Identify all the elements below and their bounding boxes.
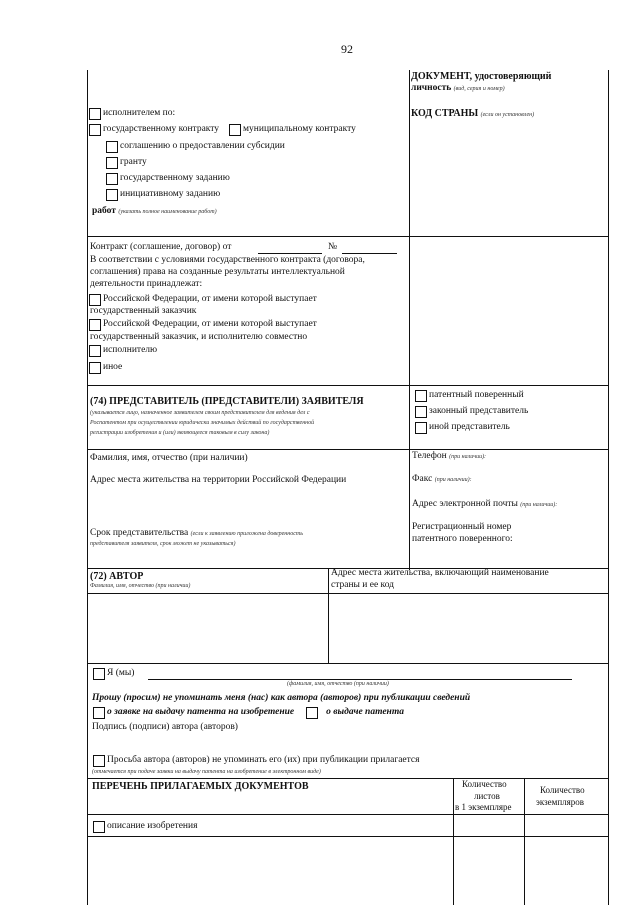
attached-row (93, 755, 420, 767)
patent-attorney-row (415, 390, 524, 402)
country-code-note: (если он установлен) (480, 112, 535, 118)
other-rep-checkbox[interactable] (415, 422, 427, 434)
contract-date-field[interactable] (258, 253, 322, 254)
executor-label: исполнителем по: (103, 108, 176, 119)
contract-date-label: Контракт (соглашение, договор) от (90, 242, 232, 252)
column-divider-author (328, 568, 329, 663)
rf2-label: Российской Федерации, от имени которой выступает (103, 319, 317, 330)
representative-note-3: регистрации изобретения и (или) являющееся таковым в силу закона) (90, 430, 270, 436)
identity-label: личность (411, 83, 452, 93)
gov-task-label: государственному заданию (120, 173, 230, 184)
contract-text-1: В соответствии с условиями государственного контракта (договора, (90, 255, 365, 265)
docs-title: ПЕРЕЧЕНЬ ПРИЛАГАЕМЫХ ДОКУМЕНТОВ (92, 781, 309, 792)
author-address-2: страны и ее код (331, 580, 395, 590)
rf1-checkbox[interactable] (89, 294, 101, 306)
author-name-note: Фамилия, имя, отчество (при наличии) (90, 583, 191, 589)
phone-note: (при наличии): (449, 454, 487, 460)
divider-docs-top (87, 778, 609, 779)
docs-col-divider-2 (524, 778, 525, 905)
other-rep-label: иной представитель (429, 422, 510, 433)
contract-text-3: деятельности принадлежат: (90, 279, 203, 289)
fax-label: Факс (412, 474, 433, 484)
contract-text-2: соглашения) права на созданные результаты интеллектуальной (90, 267, 345, 277)
gov-task-checkbox[interactable] (106, 173, 118, 185)
rf2-label-cont: государственный заказчик, и исполнителю совместно (90, 332, 308, 342)
representative-note-2: Роспатентом при осуществлении юридически значимых действий по государственной (90, 420, 315, 426)
page-number: 92 (341, 42, 353, 56)
publication-options-row (93, 707, 404, 719)
to-executor-checkbox[interactable] (89, 345, 101, 357)
col-sheets-1: Количество (462, 779, 507, 789)
executor-checkbox[interactable] (89, 108, 101, 120)
column-divider-top (409, 70, 410, 570)
rep-term-label: Срок представительства (90, 528, 189, 538)
rf1-row (89, 294, 317, 306)
phone-line (412, 451, 486, 463)
grant-label: гранту (120, 157, 147, 168)
contract-number-sign: № (328, 242, 338, 252)
gov-contract-checkbox[interactable] (89, 124, 101, 136)
table-border-left (87, 70, 88, 905)
docs-row-description (93, 821, 197, 833)
author-title: (72) АВТОР (90, 571, 144, 582)
phone-label: Телефон (412, 451, 447, 461)
grant-checkbox[interactable] (106, 157, 118, 169)
docs-col-divider-1 (453, 778, 454, 905)
municipal-contract-label: муниципальному контракту (243, 124, 356, 135)
other-label: иное (103, 362, 123, 373)
rep-term-note-2: представителя заявителя, срок может не указываться) (90, 541, 236, 547)
divider-top-section (87, 236, 609, 237)
divider-author-header (87, 593, 609, 594)
docs-row-1-bottom (87, 836, 609, 837)
signature-label: Подпись (подписи) автора (авторов) (92, 722, 238, 732)
rep-address-label: Адрес места жительства на территории Российской Федерации (90, 475, 347, 485)
table-border-right (608, 70, 609, 905)
we-label: Я (мы) (107, 668, 135, 679)
municipal-contract-checkbox[interactable] (229, 124, 241, 136)
legal-rep-row (415, 406, 528, 418)
ask-text: Прошу (просим) не упоминать меня (нас) как автора (авторов) при публикации сведений (92, 693, 471, 703)
subsidy-row (106, 141, 285, 153)
identity-note: (вид, серия и номер) (453, 86, 505, 92)
gov-contract-label: государственному контракту (103, 124, 220, 135)
subsidy-label: соглашению о предоставлении субсидии (120, 141, 285, 152)
divider-author-section (87, 663, 609, 664)
identity-line (411, 83, 505, 95)
works-note: (указать полное наименование работ) (118, 209, 217, 215)
about-patent-checkbox[interactable] (306, 707, 318, 719)
gov-task-row (106, 173, 230, 185)
initiative-task-row (106, 189, 220, 201)
grant-row (106, 157, 147, 169)
works-line (92, 206, 217, 218)
patent-attorney-label: патентный поверенный (429, 390, 524, 401)
initiative-task-checkbox[interactable] (106, 189, 118, 201)
rep-term-line (90, 528, 303, 540)
attached-note: (отмечается при подаче заявки на выдачу патента на изобретение в электронном виде) (92, 769, 321, 775)
docs-header-bottom (87, 814, 609, 815)
col-copies-1: Количество (540, 785, 585, 795)
fax-note: (при наличии): (434, 477, 472, 483)
contract-type-row (89, 124, 356, 136)
country-code-label: КОД СТРАНЫ (411, 108, 479, 119)
reg-number-label-1: Регистрационный номер (412, 522, 512, 532)
legal-rep-checkbox[interactable] (415, 406, 427, 418)
about-application-label: о заявке на выдачу патента на изобретение (107, 707, 295, 718)
about-patent-label: о выдаче патента (326, 707, 404, 718)
reg-number-label-2: патентного поверенного: (412, 534, 513, 544)
description-checkbox[interactable] (93, 821, 105, 833)
works-label: работ (92, 206, 116, 216)
patent-attorney-checkbox[interactable] (415, 390, 427, 402)
legal-rep-label: законный представитель (429, 406, 529, 417)
document-id-label: ДОКУМЕНТ, удостоверяющий (411, 71, 552, 82)
executor-row (89, 108, 175, 120)
other-checkbox[interactable] (89, 362, 101, 374)
contract-number-field[interactable] (342, 253, 397, 254)
we-row (93, 668, 134, 680)
author-address-1: Адрес места жительства, включающий наименование (331, 568, 549, 578)
fax-line (412, 474, 472, 486)
to-executor-label: исполнителю (103, 345, 158, 356)
country-code-line (411, 108, 534, 121)
divider-contract-section (87, 385, 609, 386)
rf1-label-cont: государственный заказчик (90, 306, 197, 316)
description-label: описание изобретения (107, 821, 198, 832)
other-rep-row (415, 422, 510, 434)
attached-label: Просьба автора (авторов) не упоминать его (их) при публикации прилагается (107, 755, 420, 766)
col-sheets-2: листов (474, 791, 500, 801)
about-application-checkbox[interactable] (93, 707, 105, 719)
col-sheets-3: в 1 экземпляре (455, 802, 512, 812)
to-executor-row (89, 345, 157, 357)
representative-note-1: (указывается лицо, назначенное заявителем своим представителем для ведения дел с (90, 410, 310, 416)
email-note: (при наличии): (520, 502, 558, 508)
email-line (412, 499, 557, 511)
rf2-row (89, 319, 317, 331)
fio-field[interactable] (148, 679, 572, 680)
rf2-checkbox[interactable] (89, 319, 101, 331)
we-checkbox[interactable] (93, 668, 105, 680)
email-label: Адрес электронной почты (412, 499, 518, 509)
rep-full-name-label: Фамилия, имя, отчество (при наличии) (90, 453, 248, 463)
subsidy-checkbox[interactable] (106, 141, 118, 153)
representative-title: (74) ПРЕДСТАВИТЕЛЬ (ПРЕДСТАВИТЕЛИ) ЗАЯВИТЕЛЯ (90, 396, 364, 407)
col-copies-2: экземпляров (536, 797, 585, 807)
attached-checkbox[interactable] (93, 755, 105, 767)
initiative-task-label: инициативному заданию (120, 189, 221, 200)
fio-note: (фамилия, имя, отчество (при наличии) (287, 681, 389, 687)
rf1-label: Российской Федерации, от имени которой выступает (103, 294, 317, 305)
other-row (89, 362, 122, 374)
rep-term-note-1: (если к заявлению приложена доверенность (190, 531, 303, 537)
divider-rep-header (87, 449, 609, 450)
